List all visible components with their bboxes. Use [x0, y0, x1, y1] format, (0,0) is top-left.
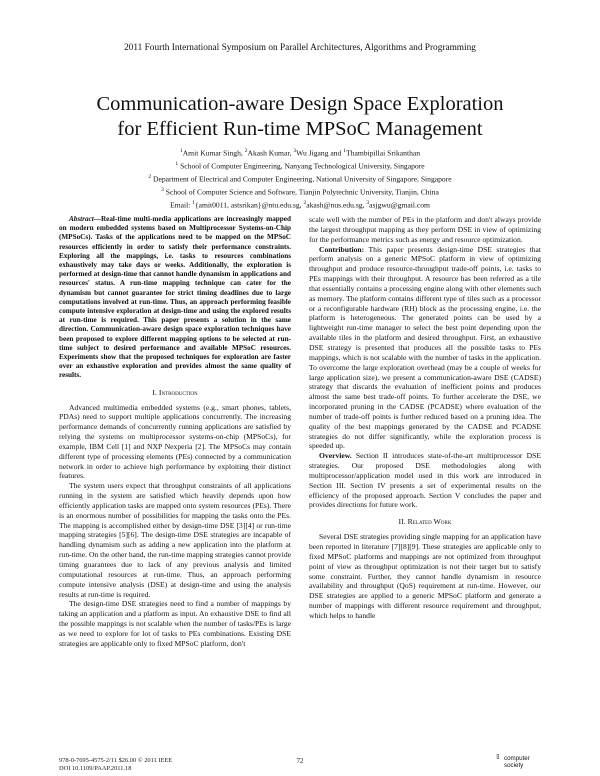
footer-doi[interactable]: DOI 10.1109/PAAP.2011.18	[59, 765, 132, 772]
email[interactable]: asjgwu@gmail.com	[369, 200, 430, 210]
overview-paragraph: Overview. Section II introduces state-of-the-art multiprocessor DSE strategies. Our proposed DSE methodologies along with multiprocessor/application model used in this work are introduced in Section III. Section IV presents a set of experimental results on the efficiency of the proposed approach. Section V concludes the paper and provides directions for future work.	[309, 451, 541, 510]
email[interactable]: {amit0011, astsrikan}@ntu.edu.sg,	[194, 200, 302, 210]
author-name: Akash Kumar,	[247, 148, 292, 158]
author-names: $^1$Amit Kumar Singh, $^2$Akash Kumar, $^3$Wu Jigang and $^1$Thambipillai Srikanthan	[179, 148, 421, 158]
computer-society-logo	[496, 753, 556, 771]
left-column	[59, 215, 291, 649]
email-line: Email: $^1${amit0011, astsrikan}@ntu.edu.sg, $^2$akash@nus.edu.sg, $^3$asjgwu@gmail.com	[170, 199, 430, 210]
paragraph: Several DSE strategies providing single mapping for an application have been reported in literature [7][8][9]. These strategies are applicable only to fixed MPSoC platforms and mappings are not optimized from throughput point of view as throughput optimization is not their target but to satisfy some constraint. Further, they cannot handle dynamism in resource availability and throughput (QoS) requirement at run-time. However, our DSE strategies are applied to a generic MPSoC platform and generate a number of mappings with different resource requirement and throughput, which helps to handle	[309, 532, 541, 620]
paragraph: The system users expect that throughput constraints of all applications running in the system are satisfied which heavily depends upon how efficiently application tasks are mapped onto system resources (PEs). There is an enormous number of possibilities for mapping the tasks onto the PEs. The mapping is accomplished either by design-time DSE [3][4] or run-time mapping strategies [5][6]. The design-time DSE strategies are incapable of handling dynamism such as adding a new application into the platform at run-time. On the other hand, the run-time mapping strategies cannot provide timing guarantees due to lack of any previous analysis and limited computational resources at run-time. Thus, an approach performing compute intensive analysis (DSE) at design-time and using the analysis results at run-time is required.	[59, 481, 291, 599]
email[interactable]: akash@nus.edu.sg,	[306, 200, 365, 210]
title-line-2: for Efficient Run-time MPSoC Management	[117, 118, 483, 140]
title-line-1: Communication-aware Design Space Exploration	[96, 93, 504, 115]
logo-text-society: society	[504, 762, 524, 769]
right-column	[309, 215, 541, 621]
conference-header: 2011 Fourth International Symposium on Parallel Architectures, Algorithms and Programming	[124, 43, 476, 53]
abstract	[59, 215, 291, 381]
contribution-paragraph: Contribution: This paper presents design-time DSE strategies that perform analysis on a generic MPSoC platform in view of optimizing throughput and produce resource-throughput trade-off points, i.e. tasks to PEs mappings with their throughput. A resource has been referred as a tile that essentially contains a processing engine along with other elements such as memory. The platform contains different type of tiles such as a processor or a reconfigurable hardware (RH) block as the processing engine, i.e. the platform is heterogeneous. The generated points can be used by a lightweight run-time manager to select the best point depending upon the available tiles in the platform and desired throughput. First, an exhaustive DSE strategy is presented that produces all the possible tasks to PEs mappings, which is not scalable with the number of tasks in the application. To overcome the large exploration overhead (may be a couple of weeks for large application size), we present a communication-aware DSE (CADSE) strategy that discards the evaluation of inefficient points and produces almost the same best trade-off points. To further accelerate the DSE, we incorporated pruning in the CADSE (PCADSE) where evaluation of the number of trade-off points is further reduced based on a pruning idea. The quality of the best mappings generated by the CADSE and PCADSE strategies do not differ significantly, while the exploration process is speeded up.	[309, 244, 541, 451]
affiliation: $^3$ School of Computer Science and Software, Tianjin Polytechnic University, Tianjin, China	[161, 186, 439, 197]
paragraph: The design-time DSE strategies need to find a number of mappings by taking an application and a platform as input. An exhaustive DSE to find all the possible mappings is not scalable when the number of tasks/PEs is large as we need to explore for lot of tasks to PEs combinations. Existing DSE strategies are applicable only to fixed MPSoC platform, don't	[59, 599, 291, 648]
paragraph: Advanced multimedia embedded systems (e.g., smart phones, tablets, PDAs) need to support multiple applications concurrently. The increasing performance demands of concurrently running applications are satisfied by relying the systems on multiprocessor systems-on-chip (MPSoCs), for example, IBM Cell [1] and NXP Nexperia [2]. The MPSoCs may contain different type of processing elements (PEs) connected by a communication network in order to achieve high performance by exploiting their distinct features.	[59, 402, 291, 481]
abstract-text: —Real-time multi-media applications are increasingly mapped on modern embedded systems based on Multiprocessor Systems-on-Chip (MPSoCs). Tasks of the applications need to be mapped on the MPSoC resources efficiently in order to satisfy their performance constraints. Exploring all the mappings, i.e. tasks to resources combinations exhaustively may take days or weeks. Additionally, the exploration is performed at design-time that cannot handle dynamism in applications and resources' status. A run-time mapping technique can cater for the dynamism but cannot guarantee for strict timing deadlines due to large computations involved at run-time. Thus, an approach performing feasible compute intensive exploration at design-time and using the explored results at run-time is required. This paper presents a solution in the same direction. Communication-aware design space exploration techniques have been proposed to explore different mapping options to be selected at run-time subject to desired performance and available MPSoC resources. Experiments show that the proposed techniques for exploration are faster over an exhaustive exploration and provides almost the same quality of results.	[59, 215, 291, 380]
affiliation: $^1$ School of Computer Engineering, Nanyang Technological University, Singapore	[175, 160, 425, 171]
ieee-logo-icon: ⁞⁞	[496, 753, 499, 761]
abstract-label: Abstract	[69, 215, 94, 223]
page-number: 72	[296, 757, 304, 765]
author-name: Wu Jigang and	[296, 148, 342, 158]
author-name: Amit Kumar Singh,	[182, 148, 243, 158]
footer-isbn: 978-0-7695-4575-2/11 $26.00 © 2011 IEEE	[59, 757, 173, 764]
author-block	[20, 146, 580, 211]
contribution-label: Contribution:	[319, 244, 365, 254]
paper-title	[40, 92, 560, 142]
logo-text-computer: computer	[504, 755, 530, 762]
overview-label: Overview.	[319, 451, 352, 461]
paragraph: scale well with the number of PEs in the platform and don't always provide the largest throughput mapping as they perform DSE in view of optimizing for the performance metrics such as energy and resource optimization.	[309, 215, 541, 244]
author-name: Thambipillai Srikanthan	[346, 148, 421, 158]
section-heading-introduction: I. Introduction	[152, 387, 198, 397]
affiliation: $^2$ Department of Electrical and Computer Engineering, National University of Singapore, Singapore	[148, 173, 452, 184]
section-heading-related-work: II. Related Work	[398, 517, 452, 527]
